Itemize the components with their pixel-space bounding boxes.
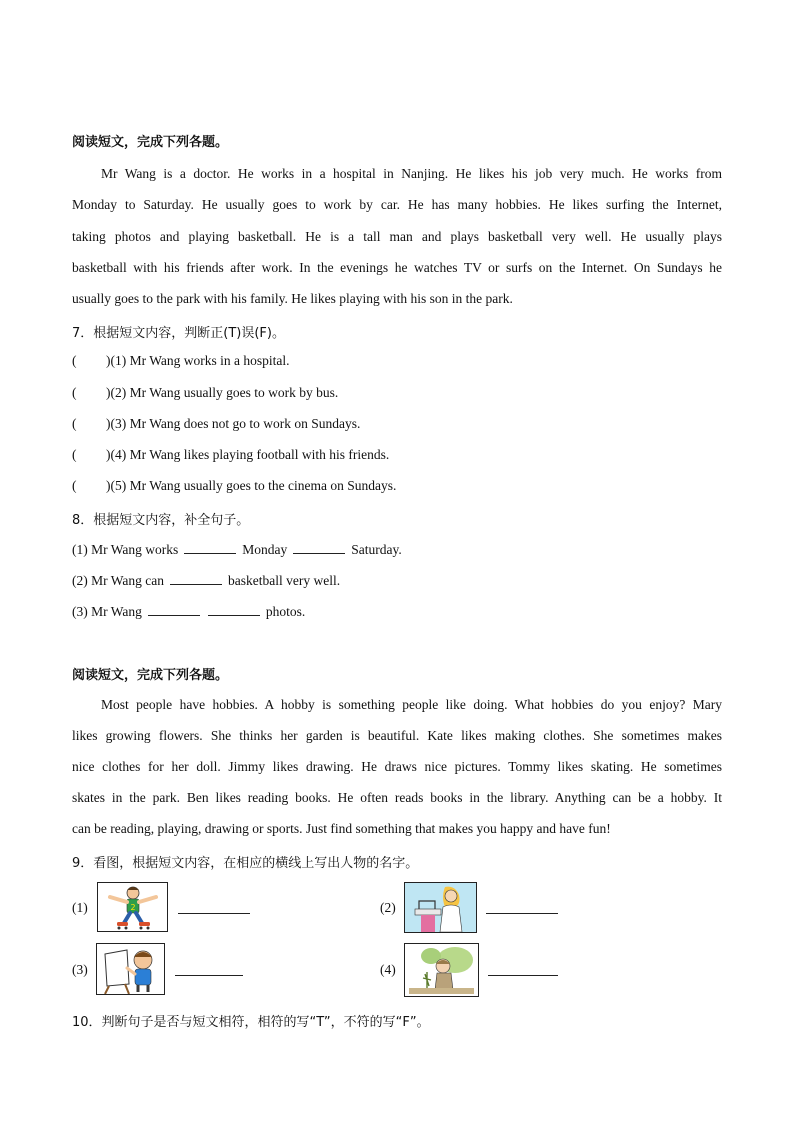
gardening-woman-picture bbox=[404, 943, 479, 997]
picture-label: (4) bbox=[380, 962, 396, 977]
picture-label: (2) bbox=[380, 900, 396, 915]
section-heading: 阅读短文，完成下列各题。 bbox=[72, 135, 229, 150]
sewing-woman-picture bbox=[404, 882, 477, 933]
drawing-boy-picture bbox=[96, 943, 165, 995]
passage-line: basketball with his friends after work. In the evenings he watches TV or surfs on the Internet. On Sundays he bbox=[72, 260, 722, 275]
fill-sentence: (1) Mr Wang works Monday Saturday. bbox=[72, 542, 402, 557]
skating-boy-picture bbox=[97, 882, 168, 932]
question-9-title: 9．看图，根据短文内容，在相应的横线上写出人物的名字。 bbox=[72, 856, 419, 871]
question-7-title: 7．根据短文内容，判断正(T)误(F)。 bbox=[72, 326, 285, 341]
fill-sentence: (2) Mr Wang can basketball very well. bbox=[72, 573, 341, 588]
passage-line: taking photos and playing basketball. He is a tall man and plays basketball very well. He usually plays bbox=[72, 229, 722, 244]
passage-line: Most people have hobbies. A hobby is something people like doing. What hobbies do you enjoy? Mary bbox=[101, 697, 722, 712]
answer-blank[interactable] bbox=[208, 603, 260, 616]
passage-line: can be reading, playing, drawing or sports. Just find something that makes you happy and have fun! bbox=[72, 821, 611, 836]
name-blank[interactable] bbox=[486, 901, 558, 914]
passage-line: nice clothes for her doll. Jimmy likes drawing. He draws nice pictures. Tommy likes skating. He sometimes bbox=[72, 759, 722, 774]
true-false-item: ( )(2) Mr Wang usually goes to work by bus. bbox=[72, 385, 339, 400]
true-false-item: ( )(3) Mr Wang does not go to work on Sundays. bbox=[72, 416, 361, 431]
question-10-title: 10．判断句子是否与短文相符，相符的写“T”，不符的写“F”。 bbox=[72, 1015, 430, 1030]
name-blank[interactable] bbox=[488, 963, 558, 976]
picture-label: (1) bbox=[72, 900, 88, 915]
passage-line: Mr Wang is a doctor. He works in a hospital in Nanjing. He likes his job very much. He works from bbox=[101, 166, 722, 181]
answer-blank[interactable] bbox=[170, 572, 222, 585]
question-8-title: 8．根据短文内容，补全句子。 bbox=[72, 513, 250, 528]
fill-sentence: (3) Mr Wang photos. bbox=[72, 604, 306, 619]
passage-line: skates in the park. Ben likes reading books. He often reads books in the library. Anything can be a hobby. It bbox=[72, 790, 722, 805]
name-blank[interactable] bbox=[175, 963, 243, 976]
passage-line: usually goes to the park with his family. He likes playing with his son in the park. bbox=[72, 291, 513, 306]
picture-label: (3) bbox=[72, 962, 88, 977]
true-false-item: ( )(4) Mr Wang likes playing football with his friends. bbox=[72, 447, 390, 462]
section-heading: 阅读短文，完成下列各题。 bbox=[72, 668, 229, 683]
true-false-item: ( )(1) Mr Wang works in a hospital. bbox=[72, 353, 290, 368]
answer-blank[interactable] bbox=[293, 541, 345, 554]
name-blank[interactable] bbox=[178, 901, 250, 914]
svg-text:2: 2 bbox=[130, 903, 136, 912]
passage-line: Monday to Saturday. He usually goes to work by car. He has many hobbies. He likes surfing the Internet, bbox=[72, 197, 722, 212]
passage-line: likes growing flowers. She thinks her garden is beautiful. Kate likes making clothes. She sometimes makes bbox=[72, 728, 722, 743]
answer-blank[interactable] bbox=[184, 541, 236, 554]
true-false-item: ( )(5) Mr Wang usually goes to the cinema on Sundays. bbox=[72, 478, 397, 493]
answer-blank[interactable] bbox=[148, 603, 200, 616]
